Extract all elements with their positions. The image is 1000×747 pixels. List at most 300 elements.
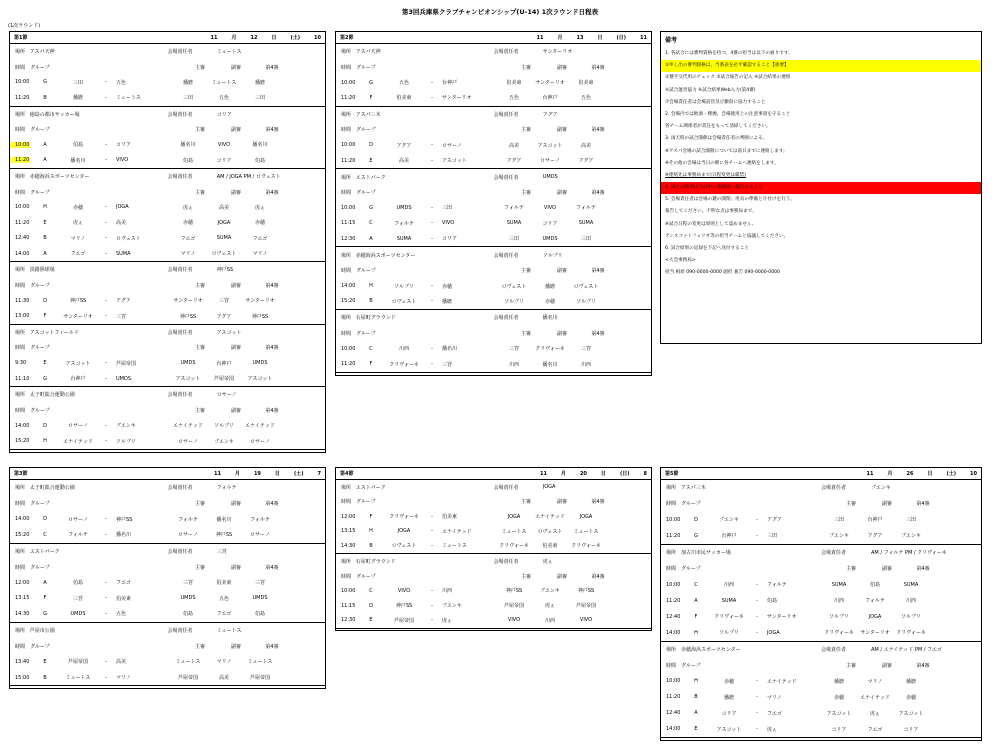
- away-team: 播名川: [116, 532, 132, 539]
- fourth-official: 伯美東: [578, 80, 594, 87]
- date-weekday: (日): [616, 35, 627, 41]
- header-row: [661, 496, 981, 512]
- away-team: ミュートス: [442, 543, 467, 550]
- chief-referee: JOGA: [507, 513, 521, 520]
- away-team: 五色: [116, 79, 127, 86]
- match-row: [336, 356, 651, 371]
- chief-referee: 川西: [833, 598, 844, 605]
- fourth-official: 赤穂: [905, 694, 916, 701]
- away-team: ブエンキ: [116, 423, 136, 430]
- chief-referee: 播磨: [833, 678, 844, 685]
- chief-referee-header: 主審: [194, 282, 205, 289]
- fourth-official: 播名川: [252, 142, 268, 149]
- match-row: [10, 606, 325, 622]
- day-date: [526, 470, 647, 477]
- match-row: [10, 293, 325, 308]
- match-separator: -: [105, 422, 107, 429]
- group-header: グループ: [30, 127, 50, 134]
- home-team: アスコット: [65, 360, 91, 367]
- venue-block: [661, 480, 981, 545]
- fourth-official-header: 第4審: [265, 127, 279, 134]
- place-label: 場所: [15, 267, 26, 274]
- venue-row: [336, 169, 651, 184]
- match-row: [10, 575, 325, 591]
- duty-label: 会場責任者: [821, 550, 847, 557]
- venue-row: [336, 107, 651, 122]
- home-team: 播磨: [723, 694, 734, 701]
- duty-label: 会場責任者: [493, 252, 519, 259]
- date-extra: 10: [970, 471, 977, 477]
- fourth-official: 伯島: [254, 157, 265, 164]
- venue-name: アスパ天神: [355, 49, 381, 56]
- day-panel-3: [9, 467, 326, 689]
- group-header: グループ: [30, 643, 50, 650]
- away-team: 三田: [767, 533, 778, 540]
- home-team: フォルテ: [394, 220, 414, 227]
- home-team: ロサーノ: [68, 423, 88, 430]
- chief-referee: 虎ぇ: [182, 204, 193, 211]
- fourth-official-header: 第4審: [591, 268, 605, 275]
- group-header: グループ: [30, 407, 50, 414]
- match-row: [10, 418, 325, 433]
- match-group: D: [43, 422, 47, 429]
- day-panel-4: [335, 467, 652, 631]
- fourth-official: フォルテ: [250, 516, 270, 523]
- note-line: ①申し出の審判資格は、当番表を必ず確認すること【重要】: [661, 60, 981, 72]
- home-team: ロヴェスト: [391, 543, 417, 550]
- assistant-referee: ロサーノ: [540, 158, 560, 165]
- match-separator: -: [431, 617, 433, 624]
- chief-referee-header: 主審: [194, 407, 205, 414]
- assistant-referee: ブエンキ: [214, 438, 234, 445]
- match-time: 11:10: [15, 375, 30, 382]
- home-team: 神戸SS: [69, 298, 87, 305]
- header-row: [10, 496, 325, 512]
- duty-team: サンターリオ: [542, 49, 573, 56]
- match-row: [336, 341, 651, 356]
- match-separator: -: [431, 235, 433, 242]
- time-header: 時間: [341, 64, 352, 71]
- away-team: 伯美東: [116, 595, 132, 602]
- fourth-official: 五色: [580, 95, 591, 102]
- home-team: アスコット: [716, 726, 742, 733]
- place-label: 場所: [341, 315, 352, 322]
- assistant-referee: アグア: [216, 313, 232, 320]
- venue-name: アスコットフィールド: [29, 329, 79, 336]
- chief-referee: VIVO: [507, 617, 521, 624]
- assistant-referee: 神戸SS: [215, 532, 233, 539]
- fourth-official: ミュートス: [247, 659, 273, 666]
- duty-label: 会場責任者: [821, 647, 847, 653]
- chief-referee: アスコット: [826, 710, 852, 717]
- match-row: [10, 231, 325, 246]
- venue-name: 赤穂海浜スポーツセンター: [681, 647, 741, 653]
- assistant-referee-header: 副審: [881, 501, 892, 508]
- date-weekday: (土): [946, 471, 957, 477]
- duty-team: 虎ぇ: [542, 559, 553, 566]
- fourth-official: 三田: [905, 517, 916, 524]
- away-team: 川西: [442, 588, 453, 595]
- assistant-referee: ロヴェスト: [537, 528, 563, 535]
- fourth-official: 三宮: [254, 580, 265, 587]
- chief-referee: 神戸SS: [505, 588, 523, 595]
- assistant-referee: フエゴ: [216, 611, 232, 618]
- match-separator: -: [431, 345, 433, 352]
- match-separator: -: [756, 726, 758, 733]
- match-row: [10, 153, 325, 168]
- home-team: 三田: [72, 79, 83, 86]
- duty-label: 会場責任者: [821, 485, 847, 492]
- fourth-official-header: 第4審: [591, 499, 605, 506]
- match-separator: -: [105, 94, 107, 101]
- away-team: 神戸SS: [116, 516, 133, 523]
- fourth-official: フォルテ: [576, 205, 596, 212]
- fourth-official-header: 第4審: [591, 190, 605, 196]
- match-group: H: [369, 528, 373, 535]
- match-group: G: [43, 375, 47, 382]
- match-time: 13:40: [15, 658, 30, 665]
- match-separator: -: [756, 629, 758, 636]
- chief-referee-header: 主審: [520, 573, 531, 580]
- group-header: グループ: [356, 499, 376, 506]
- note-line: ※試合日程の変更は原則として認めません。: [665, 221, 757, 227]
- away-team: サンターリオ: [442, 95, 472, 102]
- header-row: [336, 122, 651, 137]
- assistant-referee: 伯島: [869, 582, 880, 589]
- fourth-official-header: 第4審: [265, 189, 279, 196]
- match-group: B: [43, 235, 47, 242]
- header-row: [336, 569, 651, 584]
- match-row: [661, 673, 981, 689]
- chief-referee-header: 主審: [845, 501, 856, 508]
- chief-referee: 播名川: [180, 142, 196, 149]
- assistant-referee: エナイテッド: [535, 514, 565, 521]
- header-row: [661, 561, 981, 577]
- match-row: [336, 153, 651, 168]
- chief-referee-header: 主審: [194, 643, 205, 650]
- assistant-referee: 高美: [218, 204, 229, 211]
- fourth-official: エナイテッド: [245, 423, 275, 430]
- chief-referee: クリヴォーネ: [499, 543, 529, 550]
- day-panel-1: [9, 31, 326, 453]
- away-team: 伯美東: [442, 514, 458, 521]
- match-time: 11:20: [15, 94, 30, 101]
- match-time: 15:20: [341, 298, 356, 305]
- match-group: C: [43, 531, 47, 538]
- match-group: A: [694, 710, 698, 717]
- match-time: 11:20: [341, 361, 356, 368]
- match-time: 14:00: [15, 422, 30, 429]
- home-team: 播磨: [72, 95, 83, 102]
- home-team: 台神戸: [70, 376, 86, 383]
- time-header: 時間: [15, 127, 26, 134]
- match-group: D: [43, 297, 47, 304]
- place-label: 場所: [341, 111, 352, 118]
- fourth-official-header: 第4審: [916, 566, 930, 573]
- match-group: E: [369, 157, 373, 164]
- assistant-referee-header: 副審: [881, 566, 892, 573]
- duty-label: 会場責任者: [167, 392, 193, 399]
- place-label: 場所: [666, 485, 677, 492]
- date-day: 20: [579, 471, 587, 477]
- chief-referee-header: 主審: [520, 190, 531, 196]
- duty-team: AM / エナイテッド PM / フエゴ: [871, 647, 942, 653]
- match-row: [661, 609, 981, 625]
- match-time: 10:00: [10, 142, 30, 148]
- match-row: [10, 137, 325, 152]
- fourth-official: 赤穂: [254, 220, 265, 227]
- match-row: [10, 356, 325, 371]
- date-day: 26: [906, 471, 914, 477]
- header-row: [10, 340, 325, 355]
- duty-label: 会場責任者: [167, 267, 193, 274]
- venue-block: [10, 544, 325, 623]
- match-separator: -: [105, 157, 107, 164]
- day-header: [661, 468, 981, 480]
- date-month-unit: 月: [887, 471, 893, 477]
- match-group: E: [43, 658, 47, 665]
- match-time: 12:00: [15, 579, 30, 586]
- match-separator: -: [431, 94, 433, 101]
- away-team: エナイテッド: [767, 678, 797, 685]
- home-team: 台神戸: [721, 533, 737, 540]
- day-label: 第3節: [14, 471, 28, 477]
- match-row: [336, 138, 651, 153]
- match-time: 10:00: [666, 581, 681, 588]
- match-group: G: [43, 79, 47, 86]
- match-separator: -: [105, 438, 107, 445]
- fourth-official: アスコット: [247, 376, 273, 383]
- place-label: 場所: [15, 174, 26, 181]
- chief-referee: 赤穂: [182, 220, 193, 227]
- note-line: <大会事務局>: [665, 258, 696, 264]
- fourth-official: 三田: [580, 236, 591, 243]
- match-group: H: [43, 438, 47, 445]
- chief-referee: フォルテ: [178, 516, 198, 523]
- fourth-official: SUMA: [903, 581, 919, 588]
- away-team: ロヴェスト: [116, 235, 141, 242]
- notes-title: 備考: [665, 37, 678, 44]
- chief-referee: 神戸SS: [179, 313, 197, 320]
- fourth-official: ソルプリ: [901, 614, 921, 621]
- duty-team: 播名川: [542, 315, 558, 322]
- fourth-official-header: 第4審: [265, 64, 279, 71]
- group-header: グループ: [30, 500, 50, 507]
- match-separator: -: [105, 360, 107, 367]
- venue-block: [661, 642, 981, 739]
- match-time: 12:40: [666, 613, 681, 620]
- match-separator: -: [431, 79, 433, 86]
- away-team: VIVO: [116, 157, 129, 164]
- match-row: [336, 524, 651, 539]
- home-team: フォルテ: [68, 532, 88, 539]
- match-group: C: [369, 587, 373, 594]
- date-weekday: (土): [290, 35, 301, 41]
- match-row: [336, 584, 651, 599]
- home-team: UMDS: [70, 610, 86, 617]
- chief-referee: ロサーノ: [178, 438, 198, 445]
- home-team: 高美: [398, 158, 409, 165]
- chief-referee: 赤穂: [833, 694, 844, 701]
- match-time: 11:20: [666, 532, 681, 539]
- header-row: [336, 326, 651, 341]
- fourth-official: 神戸SS: [577, 588, 595, 595]
- match-separator: -: [431, 157, 433, 164]
- day-label: 第5節: [665, 471, 679, 477]
- away-team: JOGA: [116, 204, 129, 211]
- venue-block: [10, 480, 325, 544]
- home-team: ソルプリ: [394, 283, 414, 290]
- match-row: [661, 577, 981, 593]
- day-header: [10, 468, 325, 480]
- match-group: A: [43, 579, 47, 586]
- fourth-official: ロサーノ: [250, 438, 270, 445]
- time-header: 時間: [15, 189, 26, 196]
- match-separator: -: [431, 542, 433, 549]
- note-line: 担当 相原 090-0000-0000 副担 兼吉 090-0000-0000: [665, 270, 780, 276]
- assistant-referee: 芦屋帝国: [213, 376, 234, 383]
- away-team: ソルプリ: [116, 438, 136, 445]
- venue-name: エストパーク: [29, 548, 60, 555]
- fourth-official: UMDS: [252, 595, 268, 602]
- home-team: クリヴォーネ: [389, 514, 419, 521]
- match-row: [336, 90, 651, 105]
- match-time: 10:00: [15, 204, 30, 211]
- time-header: 時間: [15, 64, 26, 71]
- venue-row: [661, 642, 981, 658]
- away-team: 虎ぇ: [767, 726, 778, 733]
- place-label: 場所: [341, 559, 352, 566]
- chief-referee: SUMA: [506, 220, 522, 227]
- date-month-unit: 月: [234, 471, 240, 477]
- day-panel-5: [660, 467, 982, 741]
- home-team: ブエンキ: [719, 517, 739, 524]
- venue-row: [336, 247, 651, 262]
- assistant-referee-header: 副審: [230, 64, 241, 71]
- place-label: 場所: [341, 174, 352, 181]
- group-header: グループ: [356, 573, 376, 580]
- assistant-referee: 伯美東: [216, 580, 232, 587]
- duty-label: 会場責任者: [493, 174, 519, 181]
- notes-panel: [660, 31, 982, 344]
- match-separator: -: [105, 674, 107, 681]
- assistant-referee: 虎ぇ: [869, 710, 880, 717]
- away-team: マリノ: [767, 694, 782, 701]
- date-month-unit: 月: [231, 35, 237, 41]
- match-separator: -: [431, 142, 433, 149]
- match-row: [336, 231, 651, 246]
- date-extra: 11: [640, 35, 647, 41]
- chief-referee-header: 主審: [194, 564, 205, 571]
- chief-referee: 三田: [508, 236, 519, 243]
- home-team: ミュートス: [65, 675, 91, 681]
- date-day-unit: 日: [274, 471, 280, 477]
- match-row: [336, 200, 651, 215]
- chief-referee: ミュートス: [175, 659, 201, 666]
- match-separator: -: [431, 528, 433, 535]
- note-line: 3. 雨天時の試合開催は会場責任者の判断による。: [665, 136, 768, 142]
- match-row: [661, 528, 981, 544]
- duty-team: 三宮: [216, 548, 227, 555]
- away-team: 五色: [116, 611, 127, 618]
- fourth-official: アスコット: [898, 710, 924, 717]
- away-team: 虎ぇ: [442, 617, 453, 624]
- chief-referee: アスコット: [175, 376, 201, 383]
- date-day-unit: 日: [600, 471, 606, 477]
- home-team: VIVO: [397, 587, 411, 594]
- fourth-official-header: 第4審: [591, 127, 605, 134]
- document-title: 第3回兵庫県クラブチャンピオンシップ(U-14) 1次ラウンド日程表: [401, 8, 599, 16]
- assistant-referee-header: 副審: [230, 189, 241, 196]
- duty-label: 会場責任者: [167, 329, 193, 336]
- home-team: アグア: [396, 142, 412, 149]
- home-team: SUMA: [396, 235, 412, 242]
- match-row: [10, 200, 325, 215]
- assistant-referee: 赤穂: [544, 298, 555, 305]
- match-group: H: [694, 678, 698, 685]
- match-group: F: [369, 513, 373, 520]
- assistant-referee: VIVO: [543, 204, 557, 211]
- home-team: 川西: [723, 582, 734, 589]
- fourth-official: SUMA: [578, 220, 594, 227]
- away-team: 芦屋帝国: [116, 360, 137, 367]
- notes-lines: [661, 48, 981, 280]
- home-team: 五色: [398, 80, 409, 87]
- chief-referee: 三田: [182, 95, 193, 102]
- match-separator: -: [756, 678, 758, 685]
- match-group: D: [369, 602, 373, 609]
- fourth-official: クリヴォーネ: [571, 543, 601, 550]
- chief-referee: クリヴォーネ: [824, 630, 854, 637]
- match-time: 12:40: [15, 235, 30, 242]
- assistant-referee: コリア: [542, 220, 558, 227]
- assistant-referee: 五色: [218, 95, 229, 102]
- assistant-referee: 播名川: [542, 361, 558, 368]
- match-time: 9:30: [15, 360, 27, 367]
- home-team: ロヴェスト: [391, 298, 417, 305]
- match-time: 10:00: [341, 345, 356, 352]
- away-team: コリア: [116, 142, 132, 149]
- place-label: 場所: [15, 485, 26, 492]
- match-group: H: [369, 283, 373, 290]
- header-row: [10, 559, 325, 575]
- chief-referee-header: 主審: [194, 500, 205, 507]
- assistant-referee: コリア: [216, 157, 232, 164]
- match-separator: -: [431, 587, 433, 594]
- fourth-official: 芦屋帝国: [249, 675, 270, 681]
- match-group: F: [43, 595, 47, 602]
- match-row: [336, 294, 651, 309]
- chief-referee-header: 主審: [845, 566, 856, 573]
- venue-name: エストパーク: [355, 484, 386, 491]
- match-row: [661, 721, 981, 737]
- place-label: 場所: [666, 647, 677, 653]
- assistant-referee: 台神戸: [542, 95, 558, 102]
- group-header: グループ: [30, 282, 50, 289]
- header-row: [10, 403, 325, 418]
- match-group: H: [43, 204, 47, 211]
- match-group: G: [369, 204, 373, 211]
- match-row: [10, 590, 325, 606]
- match-row: [10, 308, 325, 323]
- duty-team: UMDS: [542, 174, 558, 181]
- home-team: コリア: [721, 710, 737, 717]
- home-team: クリヴォーネ: [389, 361, 419, 368]
- group-header: グループ: [30, 189, 50, 196]
- home-team: ソルプリ: [719, 630, 739, 637]
- match-time: 13:00: [15, 313, 30, 320]
- match-group: C: [694, 581, 698, 588]
